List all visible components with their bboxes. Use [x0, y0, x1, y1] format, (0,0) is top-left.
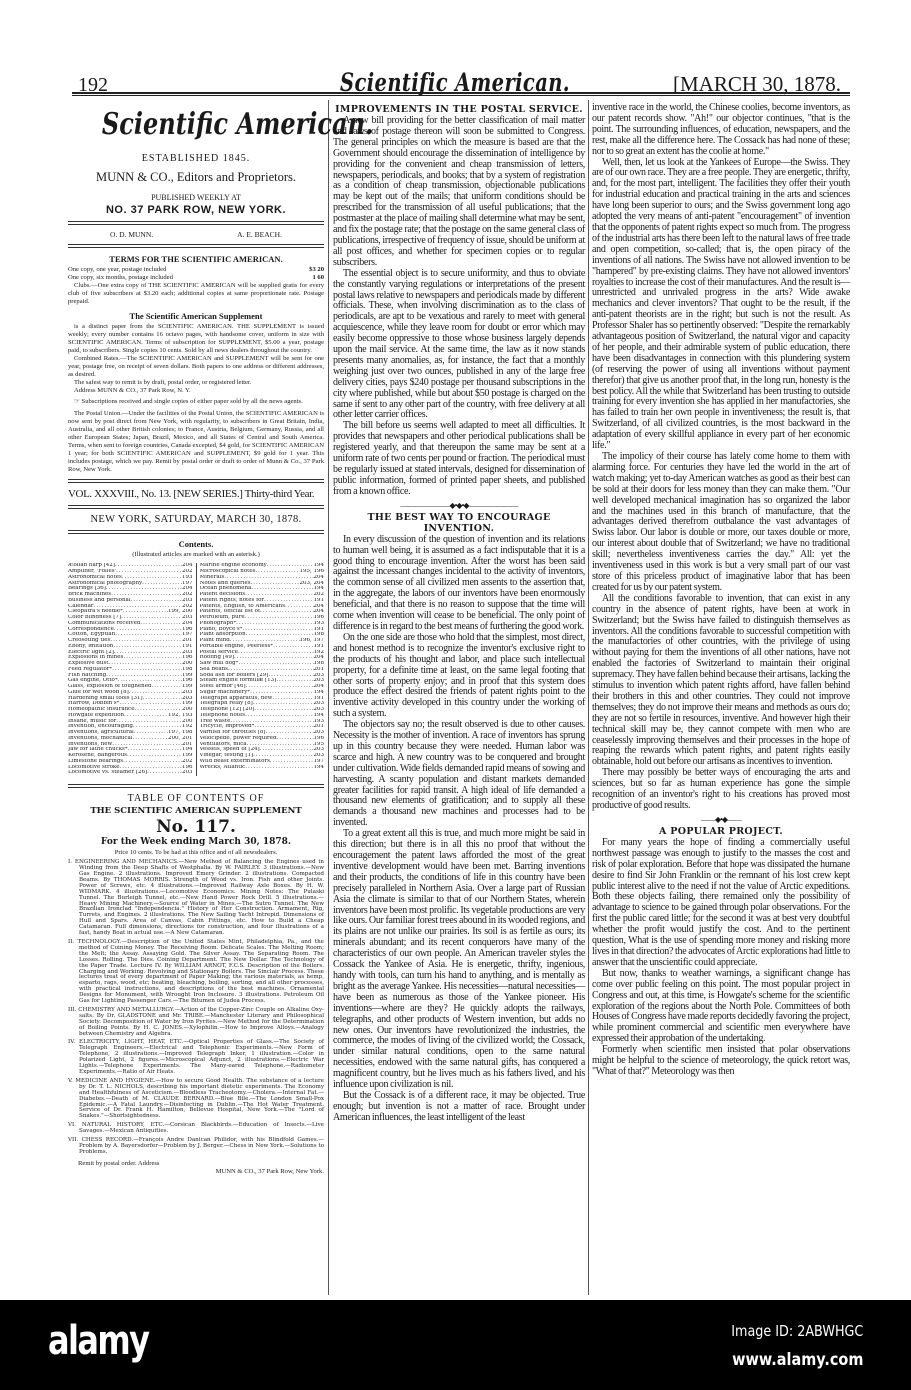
contents-entry-title: Vinegar, testing [1] [199, 753, 254, 759]
munn-footer: MUNN & CO., 37 Park Row, New York. [215, 1167, 324, 1175]
contents-entry-title: Communications received [68, 620, 141, 626]
contents-entry-page: 201 [182, 638, 193, 644]
ornament-divider: ——◆•◆—— [700, 814, 742, 824]
clubs-text: Clubs.—One extra copy of THE SCIENTIFIC AMERICAN will be supplied gratis for every club of five subscribers at $3.20 each; additional copies at same proportionate rate. Postage prepaid. [68, 282, 324, 306]
contents-entry-page: 198 [182, 666, 193, 672]
alamy-logo: alamy [48, 1318, 149, 1364]
contents-entry-title: Explosions in mines [68, 655, 124, 661]
paragraph: Formerly when scientific men insisted that polar observations might be helpful to the science of meteorology, the quick retort was, "What of that?" Meteorology was then [592, 1044, 850, 1077]
price-row [68, 266, 324, 274]
contents-entry-page: 203 [182, 695, 193, 701]
right-column [592, 103, 850, 1078]
toc-subtitle: THE SCIENTIFIC AMERICAN SUPPLEMENT [90, 806, 302, 817]
contents-entry-page: 195 [313, 741, 324, 747]
contents-entry-title: Locomotive vs. steamer [26] [68, 770, 148, 776]
contents-entry-page: 194 [313, 563, 324, 569]
contents-entry-page: 191 [313, 626, 324, 632]
editor-name: O. D. MUNN. [110, 230, 154, 239]
contents-entry-title: Telephone notes [199, 712, 246, 718]
contents-entry-title: Æolian harp [42] [68, 563, 115, 569]
toc-number: No. 117. [156, 817, 236, 838]
contents-entry-page: 203 [313, 707, 324, 713]
contents-table [68, 563, 324, 776]
contents-left-list [68, 563, 196, 776]
contents-entry-page: 197 [313, 758, 324, 764]
toc-item: III. CHEMISTRY AND METALLURGY.—Action of the Copper-Zinc Couple on Alkaline Oxy-salts. By Dr. GLADSTONE and Mr. TRIBE.—Manchester Literary and Philosophical Society. Decomposition of Water by Iron Pyrites.—New Method for the Determination of Boiling Points. By H. C. JONES.—Xylophilin.—How to Improve Alloys.—Analogy between Chemistry and Algebra. [68, 1006, 324, 1037]
contents-entry-title: Homeopathic insurance [68, 707, 135, 713]
contents-entry-title: Phonograph* [199, 620, 237, 626]
contents-entry-title: Limestone bearings [68, 758, 124, 764]
contents-entry-title: Patent rights, notes for [199, 597, 265, 603]
contents-entry-title: Hardening small tools [31] [68, 695, 143, 701]
contents-entry-title: Marine engine economy [199, 563, 267, 569]
contents-entry-page: 194 [313, 689, 324, 695]
contents-entry-page: 203 [313, 730, 324, 736]
contents-entry-title: Portable engine, Peerless* [199, 643, 274, 649]
terms-section [68, 266, 324, 474]
contents-entry-page: 203 [313, 678, 324, 684]
contents-entry-page: 196, 197 [299, 638, 324, 644]
price-value: $3 20 [309, 266, 324, 273]
column-divider [328, 100, 329, 1295]
address-line: Address MUNN & CO., 37 Park Row, N. Y. [74, 387, 191, 395]
established: ESTABLISHED 1845. [141, 153, 251, 164]
contents-entry-page: 194 [313, 712, 324, 718]
contents-entry-title: Jaw for lathe chucks* [68, 747, 128, 753]
contents-entry-title: Sugar machinery* [199, 689, 251, 695]
paragraph: In every discussion of the question of invention and its relations to human well being, it is assumed as a fact indisputable that it is a good thing to encourage invention. After the worst has been said against the incessant changes incidental to the activity of inventors, the common sense of all civilized men assents to the assertion that, in the aggregate, the labors of our inventors have been enormously beneficial, and that there is no reason to suppose that the time will come when invention will cease to be beneficial. The only point of difference is in regard to the best means of furthering the good work. [333, 533, 585, 632]
toc-item: V. MEDICINE AND HYGIENE.—How to secure Good Health. The substance of a lecture by Dr. T. L. NICHOLS, describing his important dietetic experiments. The Economy and Healthfulness of Asceticism.—Bloodless Tracheotomy.—Cholera.—Internal Fat.—Diabetes.—Death of M. CLAUDE BERNARD.—Blue Bile.—The London Small-Pox Epidemic.—A Fatal Laundry.—Disinfecting in Dublin.—The Hot Water Treatment. Service of Dr. Frank H. Hamilton, Bellevue Hospital, New York.—The "Lord of Snakes."—Shortsightedness. [68, 1077, 324, 1120]
remit-footer: Remit by postal order. Address [78, 1159, 160, 1167]
contents-entry-title: Patent decisions [199, 592, 246, 598]
paragraph: The essential object is to secure uniformity, and thus to obviate the constantly varying regulations or interpretations of the present postal laws relative to newspapers and periodicals made by different officials. These, when involving discrimination as to the class of periodicals, are apt to be vexatious and rarely to meet with general acquiescence, while they leave room for doubt or error which may easily become oppressive to those whose business largely depends upon the mail service. At the same time, the law as it now stands presents many anomalies, as, for instance, the fact that a monthly weighing just over two ounces, published in any of the large free delivery cities, pays $240 postage per thousand subscriptions in the city where published, while but about $50 postage is charged on the same if sent to any other part of the country, with free delivery at all other letter carrier offices. [333, 267, 585, 421]
contents-entry-page: 201 [182, 741, 193, 747]
contents-entry-page: 204 [313, 603, 324, 609]
contents-entry-title: Piano, Boyce's* [199, 626, 243, 632]
contents-entry-title: Kerosene, dangerous [68, 753, 127, 759]
editor-name: A. E. BEACH. [237, 230, 282, 239]
contents-entry-page: 203, 204 [299, 580, 324, 586]
contents-entry-title: Feed regulator* [68, 666, 113, 672]
contents-entry-title: Patents, official list of [199, 609, 261, 615]
contents-entry-page: 204 [182, 563, 193, 569]
contents-entry-title: Ocean phenomena [199, 586, 252, 592]
toc-price: Price 10 cents. To be had at this office and of all newsdealers. [114, 849, 278, 857]
contents-entry-title: Steam engine formulæ [13] [199, 678, 277, 684]
contents-entry-page: 204 [182, 586, 193, 592]
contents-entry-page: 196 [182, 626, 193, 632]
paragraph: But now, thanks to weather warnings, a significant change has come over public feeling on this point. The most popular project in Congress and out, at this time, is Howgate's scheme for the scientific exploration of the regions about the North Pole. Committees of both Houses of Congress have made reports decidedly favoring the project, while prominent commercial and scientific men everywhere have expressed their approbation of the undertaking. [592, 967, 850, 1045]
contents-entry-page: 201 [313, 724, 324, 730]
image-id: Image ID: 2ABWHGC [730, 1322, 863, 1340]
contents-entry-title: Velocipede, power required [199, 735, 277, 741]
contents-entry-page: 200 [182, 661, 193, 667]
contents-entry-title: Vessels, speed of [24] [199, 747, 260, 753]
price-row [68, 274, 324, 282]
price-label: One copy, six months, postage included [68, 274, 173, 282]
contents-entry-page: 196 [182, 678, 193, 684]
left-column [68, 103, 374, 1176]
toc-item: VII. CHESS RECORD.—François Andre Danican Philidor, with his Blindfold Games.—Problem by A. Bayersdorfer—Problem by J. Berger.—Chess in New York.—Solutions to Problems. [68, 1137, 324, 1155]
contents-entry-page: 199, 200 [168, 609, 193, 615]
contents-right-list [196, 563, 325, 776]
paragraph: But the Cossack is of a different race, it may be objected. True enough; but invention is not a matter of race. Brought under American influences, the least intelligent of the least [333, 1089, 585, 1123]
contents-entry-title: Glue for wet wood [8] [68, 689, 129, 695]
leader-dots [147, 770, 182, 776]
contents-entry-title: Roofing [49] [199, 655, 235, 661]
contents-entry-title: Correspondence [68, 626, 114, 632]
contents-entry-page: 194 [182, 747, 193, 753]
contents-entry-title: Gas engine, Otto* [68, 678, 118, 684]
contents-entry-page: 198 [313, 661, 324, 667]
contents-entry-title: Invention, encouraging [68, 724, 133, 730]
contents-entry-page: 197 [182, 580, 193, 586]
article-title: IMPROVEMENTS IN THE POSTAL SERVICE. [335, 104, 583, 115]
contents-entry-page: 197 [182, 632, 193, 638]
contents-entry-page: 191 [182, 643, 193, 649]
toc-item: I. ENGINEERING AND MECHANICS.—New Method of Balancing the Engines used in Winding from the Deep Shafts of Westphalia. By W. FAIRLEY. 3 illustrations.—New Gas Engine. 2 illustrations. Improved Emery Grinder. 2 illustrations. Compacted Beams. By THOMAS MORRIS. Strength of Wood vs. Iron. Fish and other Joints. Power of Screws, etc. 4 illustrations.—Improved Railway Axle Boxes. By H. W. WIDMARK. 4 illustrations.—Locomotive Economics. Mining Notes: The Pulaski Tunnel. The Burleigh Tunnel, etc.—New Hand Power Rock Drill. 5 illustrations.—Heavy Mining Machinery.—Source of Water in Mines.—The Sutro Tunnel. The New Brazilian Ironclad "Independencia." History of Her Construction. Armament, Rig, Turrets, and Engines. 2 illustrations. The New Sailing Yacht Intrepid. Dimensions of Hull and Spars. Area of Canvas, Cabin Fittings, etc. How to Build a Cheap Catamaran. Full dimensions, directions for construction, and four illustrations of a fast, handy Boat in actual use.—A New Catamaran. [68, 859, 324, 937]
published-weekly: PUBLISHED WEEKLY AT [151, 193, 241, 202]
contents-entry-title: Patents, English, to Americans [199, 603, 286, 609]
combined-rates: Combined Rates.—The SCIENTIFIC AMERICAN and SUPPLEMENT will be sent for one year, postage free, on receipt of seven dollars. Both papers to one address or different addresses, as desired. [68, 354, 324, 379]
contents-entry-page: 196 [182, 764, 193, 770]
contents-entry-title: Explosive dust [68, 661, 109, 667]
contents-entry-title: Color blindness [7] [68, 615, 122, 621]
toc-title: TABLE OF CONTENTS OF [127, 793, 265, 805]
contents-entry-title: Howgate expedition [68, 712, 125, 718]
contents-note: (Illustrated articles are marked with an asterisk.) [132, 551, 260, 559]
watermark-banner [0, 1300, 911, 1390]
toc-items [68, 860, 324, 1156]
contents-entry-title: Glass, explosion of toughened [68, 684, 152, 690]
divider [68, 244, 324, 248]
contents-entry-page: 202 [182, 758, 193, 764]
contents-entry-page: 204 [182, 620, 193, 626]
contents-entry-title: Plant mind [199, 638, 230, 644]
contents-entry-title: Wild beast exterminators [199, 758, 270, 764]
leader-dots [245, 765, 313, 771]
contents-entry-title: Steel armor [46] [199, 684, 246, 690]
contents-entry-page: 199 [182, 753, 193, 759]
contents-entry-page: 203 [182, 770, 193, 776]
column-divider [588, 100, 589, 1295]
contents-entry-title: Business and personal [68, 597, 131, 603]
masthead-logo-text: Scientific American. [101, 107, 374, 142]
contents-entry-page: 198 [313, 632, 324, 638]
contents-entry-title: Petroleum, pure [199, 615, 245, 621]
contents-entry-page: 193 [313, 620, 324, 626]
contents-entry-page: 203 [313, 747, 324, 753]
subscriptions-text: ☞ Subscriptions received and single copies of either paper sold by all the news agents. [74, 398, 303, 406]
contents-entry-page: 203 [182, 597, 193, 603]
contents-entry-page: 199 [182, 672, 193, 678]
paragraph: A new bill providing for the better classification of mail matter and rates of postage thereon will soon be submitted to Congress. The general principles on which the measure is based are that the Government should encourage the dissemination of intelligence by providing for the convenient and cheap transmission of letters, newspapers, periodicals, and books; that by a system of registration as a condition of cheap transmission, objectionable publications may be kept out of the mails; that uniform conditions should be prescribed for the transmission of all useful publications; that the postmaster at the place of mailing shall determine what may be sent, and fix the postage rate; that the postage on the same general class of publications, irrespective of frequency of issue, should be uniform at all post offices, and whether for specimen copies or to regular subscribers. [333, 115, 585, 268]
paragraph: Well, then, let us look at the Yankees of Europe—the Swiss. They are of our own race. They are a free people. They are energetic, thrifty, and, for the most part, intelligent. The facilities they offer their youth for industrial education and practical training in the arts and sciences have long been superior to ours; and the Swiss government long ago adopted the very means of anti-patent "encouragement" of invention that the opponents of patent rights expect so much from. The progress of the industrial arts has there been left to the natural laws of free trade and open competition, so-called; that is, the open piracy of the inventions of all nations. The Swiss have not allowed invention to be "hampered" by pre-existing claims. They have not allowed inventors' royalties to increase the cost of their manufactures. And the result is—unrestricted and unrivaled progress in the arts? Wide awake mechanics and clever inventors? That ought to be the result, if the anti-patent theorists are in the right; but such is not the result. As Professor Shaler has so pertinently observed: "Despite the remarkably advantageous position of Switzerland, the natural vigor and capacity of her people, and their admirable system of public education, there have been disadvantages in connection with this plundering system (of reserving the power of using all inventions without payment therefor) that give us another proof that, in the long run, honesty is the best policy. All the while that Switzerland has been trusting to outside training for every invention she has applied in her manufactories, she has failed to train her own people in inventiveness; the result is, that Switzerland, of all civilized countries, is the most backward in the adaptation of every skillful appliance in every part of her economic life." [592, 156, 850, 452]
contents-entry-title: Insane, music for [68, 718, 117, 724]
paragraph: There may possibly be better ways of encouraging the arts and sciences, but so far as human experience has gone the simple recognition of an inventor's right to his creations has proved most productive of good results. [592, 767, 850, 811]
middle-column [333, 103, 585, 1124]
publishers: MUNN & CO., Editors and Proprietors. [96, 170, 296, 184]
contents-entry-page: 194 [313, 764, 324, 770]
paragraph: The objectors say no; the result observed is due to other causes. Necessity is the mother of invention. A race of inventors has sprung up in this country because they were needed. Human labor was scarce and high. A new country was to be conquered and brought under cultivation. Wide fields demanded rapid means of sowing and harvesting. A scanty population and distant markets demanded greater facilities for rapid transit. A high ideal of life demanded a thousand new elements of gratification; and to supply all these demands a thousand new machines and processes had to be invented. [333, 719, 585, 829]
contents-entry-page: 199 [182, 701, 193, 707]
divider [68, 479, 324, 483]
header-rule [72, 92, 850, 96]
contents-entry-page: 203 [182, 689, 193, 695]
supplement-text: is a distinct paper from the SCIENTIFIC AMERICAN. THE SUPPLEMENT is issued weekly; every number contains 16 octavo pages, with handsome cover, uniform in size with SCIENTIFIC AMERICAN. Terms of subscription for SUPPLEMENT, $5.00 a year, postage paid, to subscribers. Single copies 10 cents. Sold by all news dealers throughout the country. [68, 322, 324, 354]
supplement-title: The Scientific American Supplement [129, 311, 263, 322]
contents-entry-page: 194 [313, 586, 324, 592]
contents-entry-page: 191 [313, 597, 324, 603]
contents-entry-title: Tricycle, improved* [199, 724, 255, 730]
contents-entry-title: Brick machines [68, 592, 112, 598]
contents-entry-title: Calendar [68, 603, 94, 609]
paragraph: All the conditions favorable to invention, that can exist in any country in the absence of patent rights, have been at work in Switzerland; but the Swiss have failed to distinguish themselves as inventors. All the conditions favorable to successful competition with the manufactories of other countries, with the privilege of using without paying for them the inventions of all other nations, have not enabled the factories of Switzerland to maintain their original supremacy. They have fallen behind because their artisans, lacking the stimulus to invention which patent rights afford, have fallen behind their brothers in this and other countries. They could not improve themselves; they do not improve their means and methods as ours do; they are not so fertile in resources, inventive. And however high their technical skill may be, they cannot compete with men who are ceaselessly improving themselves and their processes in the hope of reaping the rewards which patent rights, and patent rights easily obtainable, hold out before our artisans as incentives to invention. [592, 592, 850, 768]
contents-entry-page: 196 [313, 735, 324, 741]
dateline: NEW YORK, SATURDAY, MARCH 30, 1878. [90, 514, 302, 526]
contents-entry-title: Astronomical notes [68, 574, 122, 580]
contents-entry-title: Ventilators, mica [199, 741, 247, 747]
contents-entry-title: Varnish for throttles [8] [199, 730, 266, 736]
contents-entry-title: Harrow, Dobbin's* [68, 701, 120, 707]
contents-entry-title: Soda ash for boilers [29] [199, 672, 269, 678]
contents-entry-title: Ebony, imitation [68, 643, 114, 649]
watermark-url: www.alamy.com [731, 1350, 863, 1370]
contents-entry-page: 193 [182, 574, 193, 580]
contents-entry-title: Cleopatra's needle* [68, 609, 123, 615]
divider [68, 505, 324, 509]
remit-text: The safest way to remit is by draft, postal order, or registered letter. [74, 379, 252, 387]
toc-item: IV. ELECTRICITY, LIGHT, HEAT, ETC.—Optical Properties of Glass.—The Society of Telegraph Engineers.—Electrical and Telephonic Experiments.—New Form of Telephone, 2 illustrations.—Improved Telegraph Inker, 1 illustration.—Color in Polarized Light, 2 figures.—Microscopical Adjunct, 2 illustrations.—Electric War Lights.—Telephone Experiments. The Many-eared Telephone.—Radiometer Experiments.—Ratio of Air Heats. [68, 1039, 324, 1075]
contents-entry-page: 196 [182, 655, 193, 661]
paragraph: To a great extent all this is true, and much more might be said in this direction; but there is in all this no proof that without the encouragement the patent laws afforded the most of the great inventive development would have been met. Barring inventions and their products, the conditions of life in this country have been precisely paralleled in Northern Asia. Over a large part of Russian Asia the climate is similar to that of our Northern States, wherein inventors have been most prolific. Its vegetable productions are very like ours. Our familiar forest trees abound in its wooded regions, and its plains are not unlike our prairies. Its soil is as fertile as ours; its minerals abundant; and its recent conquerors have many of the characteristics of our own people. An American traveler styles the Cossack the Yankee of Asia. He is energetic, thrifty, ingenious, handy with tools, can turn his hand to anything, and is mentally as bright as the average Yankee. His necessities—natural necessities—have been as numerous as those of the Yankee pioneer. His inventions—where are they? He quickly adopts the railways, telegraphs, and other products of Western invention, but adds no new ones. Our inventors have revolutionized the industries, the commerce, the modes of living of the civilized world; the Cossack, under similar natural conditions, open to the same natural necessities, endowed with the same natural gifts, has conquered a magnificent country, but he lives much as his fathers lived, and his influence upon civilization is nil. [333, 828, 585, 1091]
contents-entry-title: Telegraph apparatus, new [199, 695, 273, 701]
paragraph: For many years the hope of finding a commercially useful northwest passage was enough to justify to the masses the cost and risk of polar exploration. Before that hope was dissipated the humane desire to find Sir John Franklin or the remnant of his lost crew kept public interest alive to the need if not the value of Arctic expeditions. Both these objects failing, there remained only the possibility of advantage to science to be gained through polar observations. For the first the public cared little; for the second it was at best very doubtful whether the profit would justify the cost. And to the pertinent question, What is the use of spending more money and risking more lives in that direction? the advocates of Arctic explorations had little to answer that the unscientific could appreciate. [592, 836, 850, 968]
contents-entry-page: 199 [182, 684, 193, 690]
issue-date: [MARCH 30, 1878. [672, 72, 841, 96]
paragraph: The impolicy of their course has lately come home to them with alarming force. For centuries they have led the world in the art of watch making; yet to-day American watches as good as their best can be sold at their doors for less money than they can make them. "Our well developed mechanical imagination has so organized the labor and the machines used in this branch of manufacture, that the advantages derived therefrom outbalance the vast advantages of Swiss labor. Our labor is double or more, our taxes double or more, our interest about double that of Switzerland; we have no traditional skill; nevertheless inventiveness carries the day." All: yet the inventiveness used in this work is but a very small part of our vast store of this priceless product of imaginative labor that has been created for us by our patent system. [592, 451, 850, 593]
contents-entry-title: Bearings [36] [68, 586, 106, 592]
contents-entry-title: Cotton, Egyptian [68, 632, 116, 638]
header-masthead: Scientific American. [340, 68, 570, 97]
contents-entry [200, 765, 325, 771]
contents-entry-title: Sea beans [199, 666, 228, 672]
contents-entry-page: 191 [313, 695, 324, 701]
paragraph: The bill before us seems well adapted to meet all difficulties. It provides that newspapers and other periodical publications shall be registered yearly, and that thereupon the same may be sent at a uniform rate of two cents per pound or fraction. The periodical must be regularly issued at stated intervals, designed for dissemination of public information, formed of printed paper sheets, and published from a known office. [333, 420, 585, 497]
article-title: A POPULAR PROJECT. [659, 825, 783, 837]
page-number: 192 [78, 74, 108, 96]
contents-entry-title: Tree waste [199, 718, 231, 724]
contents-entry-page: 200 [182, 707, 193, 713]
contents-entry-title: Amplifier, 'Folles' [68, 569, 117, 575]
contents-entry-page: 192 [313, 649, 324, 655]
terms-title: TERMS FOR THE SCIENTIFIC AMERICAN. [109, 254, 283, 264]
toc-week: For the Week ending March 30, 1878. [100, 837, 292, 848]
paragraph: On the one side are those who hold that the simplest, most direct, and honest method is to recognize the inventor's exclusive right to the products of his thought and labor, and place such intellectual property, for a definite time at least, on the same legal footing that other sorts of property enjoy; and in proof that this system does produce the effect desired the friends of patent rights point to the inventive activity developed in this country under the working of such a system. [333, 631, 585, 720]
contents-entry-page: 202 [313, 592, 324, 598]
contents-entry-title: Inventions, new [68, 741, 113, 747]
contents-entry-title: Saw mill dog* [199, 661, 239, 667]
masthead-logo [68, 103, 374, 147]
contents-entry-title: Creosoting ties [68, 638, 111, 644]
article-title: THE BEST WAY TO ENCOURAGE INVENTION. [367, 511, 551, 534]
contents-entry-title: Wrecks, Atlantic [199, 764, 246, 770]
contents-entry-page: 191 [313, 643, 324, 649]
contents-entry-page: 203 [313, 701, 324, 707]
contents-entry-title: Telegraph relay [8] [199, 701, 253, 707]
contents-entry-title: Minerals [199, 574, 225, 580]
contents-entry-title: Microscopical notes [199, 569, 256, 575]
contents-entry-page: 202 [182, 603, 193, 609]
contents-entry-page: 202 [182, 592, 193, 598]
price-value: 1 60 [312, 274, 324, 282]
contents-entry-page: 204 [313, 684, 324, 690]
contents-entry-page: 203 [182, 649, 193, 655]
contents-entry-title: Plant absorption [199, 632, 246, 638]
divider [68, 784, 324, 788]
contents-entry-page: 203 [313, 672, 324, 678]
contents-entry-page: 193 [313, 718, 324, 724]
contents-entry-page: 203 [313, 753, 324, 759]
contents-entry-page: 202 [182, 569, 193, 575]
contents-entry-title: Inventions, mechanical [68, 735, 133, 741]
contents-entry-page: 204 [313, 655, 324, 661]
contents-entry-title: Fish hatching [68, 672, 107, 678]
contents-entry [68, 770, 193, 776]
divider [68, 530, 324, 534]
toc-item: II. TECHNOLOGY.—Description of the United States Mint, Philadelphia, Pa., and the method of Coining Money. The Receiving Room. Delicate Scales. The Melting Room; the Melt; the Assay. Assaying Gold. The Silver Assay. The Separating Room. The Losses. Rolling. The Dies. Coining Department. The New Dollar. The Technology of the Paper Trade. Lecture IV. By WILLIAM ARNOT, F.C.S. Description of the Boilers. Charging and Working. Revolving and Stationary Boilers. The Sinclair Process. These lectures treat of every department of Paper Making; the various materials, as hemp, esparto, rags, wood, etc; beating, bleaching, boiling, sorting, and all other processes, with practical instructions, and descriptions of the best machines. Ornamental Designs for Monument, with Wrought Iron Inclosure. 3 illustrations. Petroleum Oil Gas for Lighting Passenger Cars.—The Bitumen of Judea Process. [68, 938, 324, 1005]
contents-entry-title: Telephone [12] [20] [199, 707, 255, 713]
contents-entry-title: Electric light [2] [68, 649, 114, 655]
contents-entry-page: 192 [182, 724, 193, 730]
postal-union-text: The Postal Union.—Under the facilities of the Postal Union, the SCIENTIFIC AMERICAN is now sent by post direct from New York, with regularity, to subscribers in Great Britain, India, Australia, and all other British colonies; to France, Austria, Belgium, Germany, Russia, and all other European States; Japan, Brazil, Mexico, and all States of Central and South America. Terms, when sent to foreign countries, Canada excepted, $4 gold, for SCIENTIFIC AMERICAN 1 year; for both SCIENTIFIC AMERICAN and SUPPLEMENT, $9 gold for 1 year. This includes postage, which we pay. Remit by postal order or draft to order of Munn & Co., 37 Park Row, New York. [68, 409, 324, 474]
contents-title: Contents. [178, 539, 214, 550]
contents-entry-page: 196 [313, 615, 324, 621]
contents-entry-page: 201 [313, 666, 324, 672]
volume-line: VOL. XXXVIII., No. 13. [NEW SERIES.] Thirty-third Year. [68, 488, 315, 501]
contents-entry-title: Postal service [199, 649, 239, 655]
contents-entry-page: 203 [182, 615, 193, 621]
contents-entry-page: 192, 193 [168, 712, 193, 718]
contents-entry-title: Notes and queries [199, 580, 251, 586]
price-label: One copy, one year, postage included [68, 266, 167, 273]
ornament-divider: ———————◆•◆•◆——————— [400, 500, 518, 510]
contents-entry-title: Astronomical photography [68, 580, 143, 586]
paragraph: inventive race in the world, the Chinese coolies, become inventors, as our patent records show. "Ah!" our objector continues, "that is the point. The surrounding influences, of education, newspapers, and the rest, make all the difference here. The Cossack has had none of these; nor to so great an extent has the coolie at home." [592, 102, 850, 157]
contents-entry-title: Locomotive stroke [68, 764, 120, 770]
divider [68, 221, 324, 225]
contents-entry-page: 204 [313, 574, 324, 580]
contents-entry-page: 200, 201 [168, 735, 193, 741]
contents-entry-page: 197, 198 [168, 730, 193, 736]
editors [68, 230, 324, 239]
contents-entry-page: 204 [313, 609, 324, 615]
publisher-address: NO. 37 PARK ROW, NEW YORK. [105, 204, 287, 216]
toc-item: VI. NATURAL HISTORY, ETC.—Corsican Blackbirds.—Education of Insects.—Live Savages.—Mexican Antiquities. [68, 1122, 324, 1135]
contents-entry-page: 195, 196 [299, 569, 324, 575]
contents-entry-page: 200 [182, 718, 193, 724]
contents-entry-title: Inventions, agricultural [68, 730, 134, 736]
